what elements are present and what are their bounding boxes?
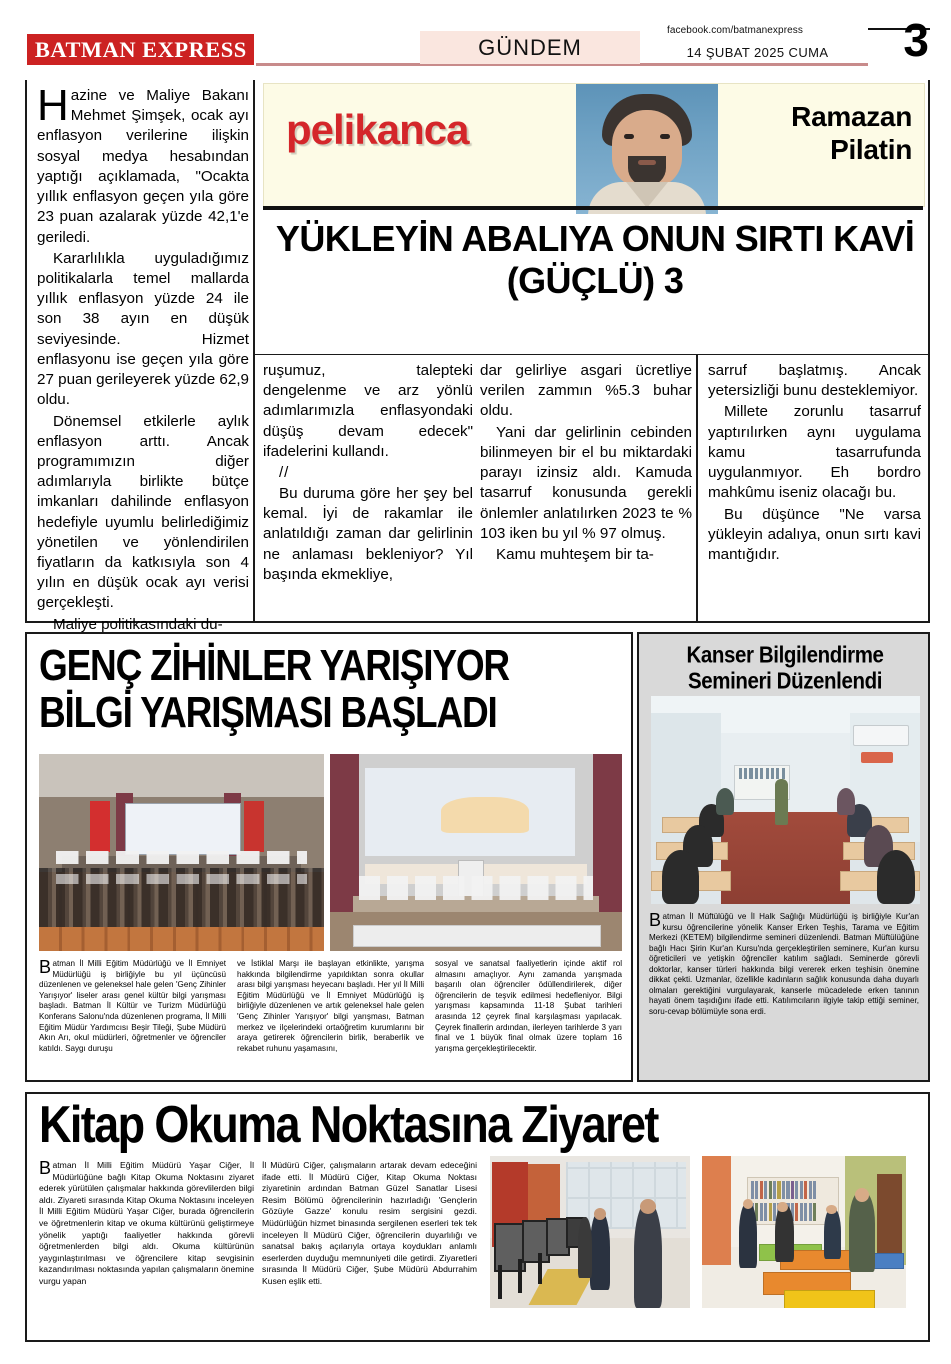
quiz-headline-line1: GENÇ ZİHİNLER YARIŞIYOR [39,640,509,690]
rule-left [25,78,27,623]
opinion-c3-p1: dar gelirliye asgari ücretliye verilen zammın %5.3 buhar oldu. [480,362,692,420]
opinion-p3: Dönemsel etkilerle aylık enflasyon arttı. Ancak programımızın diğer adımlarıyla birlikte bütçe imkanları dahilinde enflasyon hedefiyle uyumlu belirlediğimiz yönetilen ve yönlendirilen fiyatların da katkısıyla son 4 yılın en düşük ocak ayı verisi gerçekleşti. [37,412,249,612]
quiz-body [39,959,624,1054]
author-photo [576,84,718,214]
cancer-headline-line2: Semineri Düzenlendi [687,668,883,695]
opinion-column-2 [263,361,473,586]
photo-reading-point [702,1156,906,1308]
author-last: Pilatin [830,134,912,166]
library-headline: Kitap Okuma Noktasına Ziyaret [39,1094,658,1154]
opinion-divider-glyph: // [279,464,290,482]
photo-conference-hall [39,754,324,951]
opinion-c2-p1: ruşumuz, talepteki dengelenme ve arz yönlü adımlarımızla enflasyondaki düşüş devam edecek" ifadelerini kullandı. [263,362,473,460]
cancer-headline-line1: Kanser Bilgilendirme [686,642,884,669]
opinion-c2-p2: Bu duruma göre her şey bel kemal. İyi de rakamlar ile anlatıldığı zaman dar gelirlinin ne anlaması bekleniyor? Yıl başında ekmekliye, [263,485,473,583]
library-col-1: Batman İl Milli Eğitim Müdürü Yaşar Ciğer, İl Müdürlüğüne bağlı Kitap Okuma Noktasını ziyaret ederek yürütülen çalışmalar hakkında görevlilerden bilgi aldı. Ziyareti sırasında Kitap Okuma Noktasını inceleyen İl Milli Eğitim Müdürü Yaşar Ciğer, burada öğrencilerin ve öğretmenlerin kitap ve okuma kültürünü geliştirmeye yönelik yaptığı faaliyetler hakkında görevli öğretmenlerden bilgi aldı. Okuma kültürünün yaygınlaştırılması ve öğrencilere kitap sevgisinin kazandırılması noktasında yapılan çalışmaların önemine vurgu yapan [39,1158,254,1286]
opinion-column-3 [480,361,692,566]
section-tag-label: GÜNDEM [478,34,582,60]
opinion-headline: YÜKLEYİN ABALIYA ONUN SIRTI KAVİ (GÜÇLÜ) 3 [275,218,915,302]
opinion-section [25,78,930,633]
section-tag [420,31,640,64]
middle-section [25,632,930,1082]
opinion-column-4 [708,361,921,566]
quiz-headline [39,642,624,736]
opinion-c4-p2: Millete zorunlu tasarruf yaptırılırken aynı uygulama kamu tasarrufunda uygulanmıyor. Eh bordro mahkûmu iseniz olacağı bu. [708,403,921,502]
rule-right [928,78,930,623]
cancer-headline [649,642,921,695]
page-number: 3 [903,14,929,66]
stage-banner [353,925,600,947]
opinion-p4: Maliye politikasındaki du- [53,615,223,633]
photo-art-exhibition [490,1156,690,1308]
author-first: Ramazan [791,101,912,132]
facebook-handle[interactable]: facebook.com/batmanexpress [666,25,803,36]
dropcap-b-cancer: B [649,910,662,930]
photo-quiz-stage [330,754,622,951]
rule-top-spacer [25,78,930,80]
dropcap-b-quiz: B [39,957,52,977]
opinion-banner [263,83,925,207]
opinion-c3-p2: Yani dar gelirlinin cebinden bilinmeyen bir el bu miktardaki parayı izinsiz aldı. Kamuda tasarruf konusunda gerekli önlemler anlatılırken 2023 te % 103 iken bu yıl % 97 olmuş. [480,423,692,542]
column-brand: pelikanca [286,106,469,153]
dropcap-b-library: B [39,1158,52,1178]
rule-col3 [696,354,698,621]
quiz-headline-line2: BİLGİ YARIŞMASI BAŞLADI [39,687,497,737]
author-name [734,100,912,166]
banner-rule [263,206,923,210]
library-col-2: İl Müdürü Ciğer, çalışmaların artarak devam edeceğini ifade etti. İl Müdürü Ciğer, Kitap Okuma Noktası ziyaretinin ardından Batman Güzel Sanatlar Lisesi Resim Bölümü öğrencilerinin hazırladığı 'Gençlerin Gözüyle Gazze' konulu resim sergisini gezdi. Müdürlüğün hizmet binasında sergilenen eserleri tek tek inceleyen İl Müdürü Ciğer, öğrencilerin duyarlılığı ve sanatsal bakış açılarıyla ortaya koydukları anlamlı eserlerden duyduğu memnuniyeti dile getirdi. Ziyaretleri sırasında İl Müdürü Ciğer, Şube Müdürü Abdurrahim Kusen eşlik etti. [262,1160,477,1286]
opinion-p2: Kararlılıkla uyguladığımız politikalarla temel mallarda yıllık enflasyon yüzde 24 ile son 38 ayın en düşük seviyesinde. Hizmet enflasyonu ise geçen yıla göre 27 puan gerileyerek yüzde 62,9 oldu. [37,249,249,409]
masthead [0,0,951,72]
opinion-c3-p3: Kamu muhteşem bir ta- [496,545,654,563]
library-article [25,1092,930,1342]
quiz-col-1: Batman İl Milli Eğitim Müdürlüğü ve İl Emniyet Müdürlüğü iş birliğiyle bu yıl üçüncüsü düzenlenen ve geleneksel hale gelen 'Genç Zihinler Yarışıyor' liseler arası genel kültür bilgi yarışması başladı. Batman İl Kültür ve Turizm Müdürlüğü Konferans Salonu'nda düzenlenen programa, İl Milli Eğitim Müdür Yardımcısı Beşir Tileği, Şube Müdürü Akın Arı, okul müdürleri, öğretmenler ve öğrenciler katıldı. Saygı duruşu [39,957,226,1053]
quiz-col-3: sosyal ve sanatsal faaliyetlerin içinde aktif rol almasını amaçlıyor. Aynı zamanda yarışmada başarılı olan öğrenciler ödüllendirilerek, diğer öğrencilerin de teşvik edilmesi hedefleniyor. Bilgi yarışması kapsamında 11-18 Şubat tarihleri arasında 12 çeyrek final karşılaşması yapılacak. Çeyrek finallerin ardından, ilerleyen tarihlerde 3 yarı final ve 1 büyük final olmak üzere toplam 16 yarışma gerçekleştirilecektir. [435,959,622,1053]
photo-cancer-seminar [651,696,920,904]
rule-col1 [253,78,255,623]
cancer-body: Batman İl Müftülüğü ve İl Halk Sağlığı Müdürlüğü iş birliğiyle Kur'an kursu öğrencilerine yönelik Kanser Erken Teşhis, Tarama ve Eğitim Merkezi (KETEM) bilgilendirme semineri düzenlendi. Batman Müftülüğüne bağlı Hacı Şirin Kur'an Kursu'nda gerçekleştirilen seminere, Kur'an kursu öğreticileri ve yetişkin öğrenciler katılım sağladı. Seminerde görevli doktorlar, kanser türleri hakkında bilgi vererek erken teşhisin önemine dikkat çekti. Uzmanlar, özellikle kadınların sağlık konusunda daha duyarlı olmaları gerektiğini vurgulayarak, kanserle mücadelede erken tanının hayati önem taşıdığını ifade etti. Katılımcıların ilgiyle takip ettiği seminer, soru-cevap bölümüyle sona erdi. [649,910,919,1016]
dropcap-h: H [37,81,69,130]
opinion-c4-p1: sarruf başlatmış. Ancak yetersizliği bunu desteklemiyor. [708,362,921,400]
newspaper-logo [27,34,254,65]
quiz-col-2: ve İstiklal Marşı ile başlayan etkinlikte, yarışma hakkında bilgilendirme yapıldıktan sonra okullar arası bilgi yarışması heyecanı başladı. Her yıl İl Milli Eğitim Müdürlüğü ve İl Emniyet Müdürlüğü iş birliğiyle düzenlenen ve artık geleneksel hale gelen 'Genç Zihinler Yarışıyor' bilgi yarışması, Batman merkez ve ilçelerindeki ortaöğretim kurumlarını bir araya getirerek öğrencilerin birlik, beraberlik ve rekabet ruhunu yaşamasını, [237,959,424,1053]
logo-text [34,36,247,62]
cancer-article [637,632,930,1082]
rule-under-headline [253,354,928,355]
logo-batman: BATMAN [34,36,136,62]
opinion-p1: Hazine ve Maliye Bakanı Mehmet Şimşek, ocak ayı enflasyon verilerine ilişkin sosyal medya hesabından yaptığı açıklamada, "Ocakta yıllık enflasyon geçen yıla göre 23 puan azalarak yüzde 42,1'e geriledi. [37,81,249,246]
quiz-article [25,632,633,1082]
logo-express: EXPRESS [141,36,247,62]
publication-date: 14 ŞUBAT 2025 CUMA [686,45,829,60]
opinion-c4-p3: Bu düşünce "Ne varsa yükleyin adalıya, onun sırtı kavi mantığıdır. [708,505,921,563]
opinion-column-1 [37,81,249,636]
